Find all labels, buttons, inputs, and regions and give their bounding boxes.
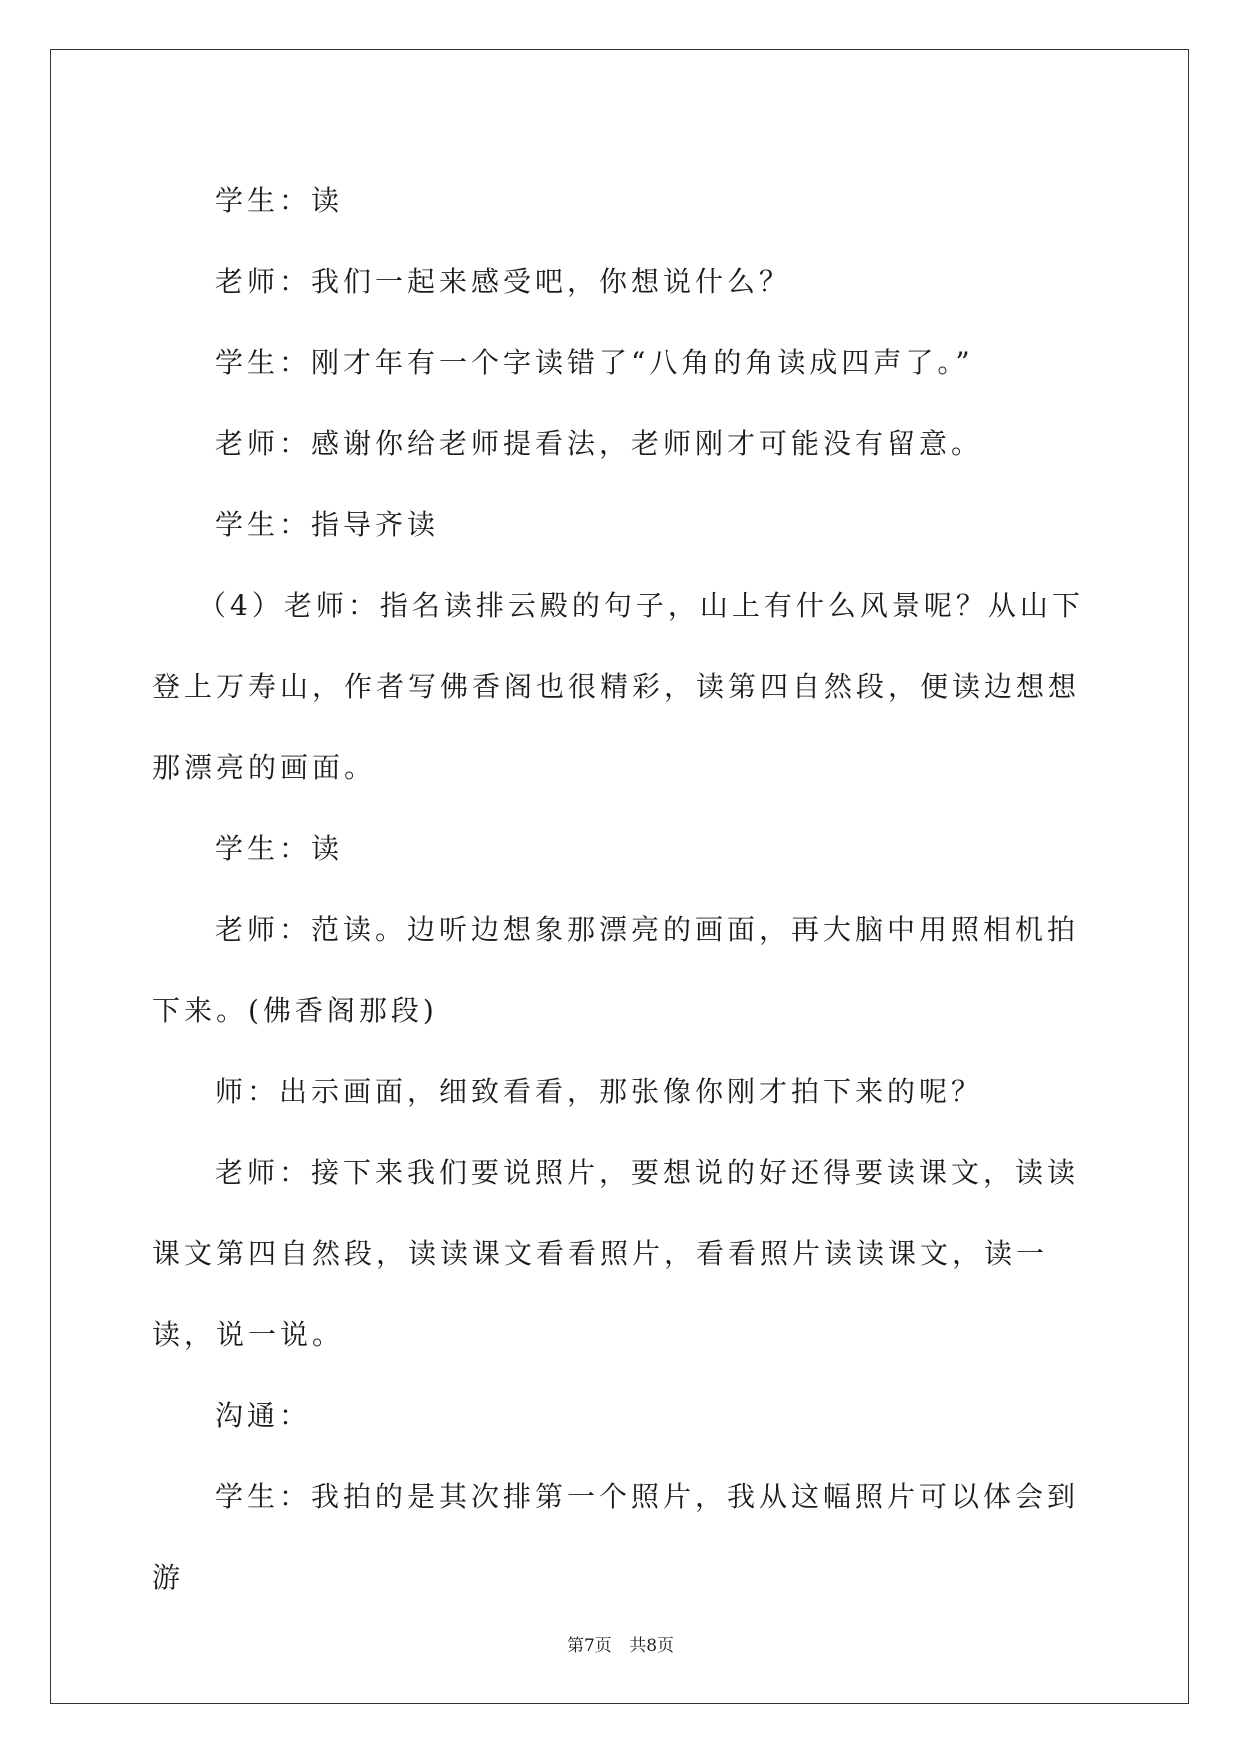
paragraph: 学生：指导齐读: [215, 508, 440, 541]
paragraph: 沟通：: [215, 1399, 312, 1432]
paragraph: 师：出示画面，细致看看，那张像你刚才拍下来的呢？: [215, 1075, 984, 1108]
paragraph: 学生：我拍的是其次排第一个照片，我从这幅照片可以体会到游: [152, 1480, 1080, 1594]
paragraph: 老师：感谢你给老师提看法，老师刚才可能没有留意。: [215, 427, 984, 460]
paragraph: 学生：读: [215, 184, 344, 217]
paragraph: 学生：读: [215, 832, 344, 865]
page-footer: [0, 1631, 1241, 1656]
paragraph: 老师：范读。边听边想象那漂亮的画面，再大脑中用照相机拍下来。(佛香阁那段): [152, 913, 1080, 1027]
document-body: [152, 160, 1092, 1618]
paragraph: （4）老师：指名读排云殿的句子，山上有什么风景呢？从山下登上万寿山，作者写佛香阁也很精彩，读第四自然段，便读边想想那漂亮的画面。: [152, 589, 1084, 784]
paragraph: 学生：刚才年有一个字读错了“八角的角读成四声了。”: [215, 346, 974, 379]
current-page-number: 第7页: [566, 1636, 612, 1656]
total-page-count: 共8页: [629, 1636, 675, 1656]
paragraph: 老师：接下来我们要说照片，要想说的好还得要读课文，读读课文第四自然段，读读课文看看照片，看看照片读读课文，读一读，说一说。: [152, 1156, 1080, 1351]
paragraph: 老师：我们一起来感受吧，你想说什么？: [215, 265, 792, 298]
